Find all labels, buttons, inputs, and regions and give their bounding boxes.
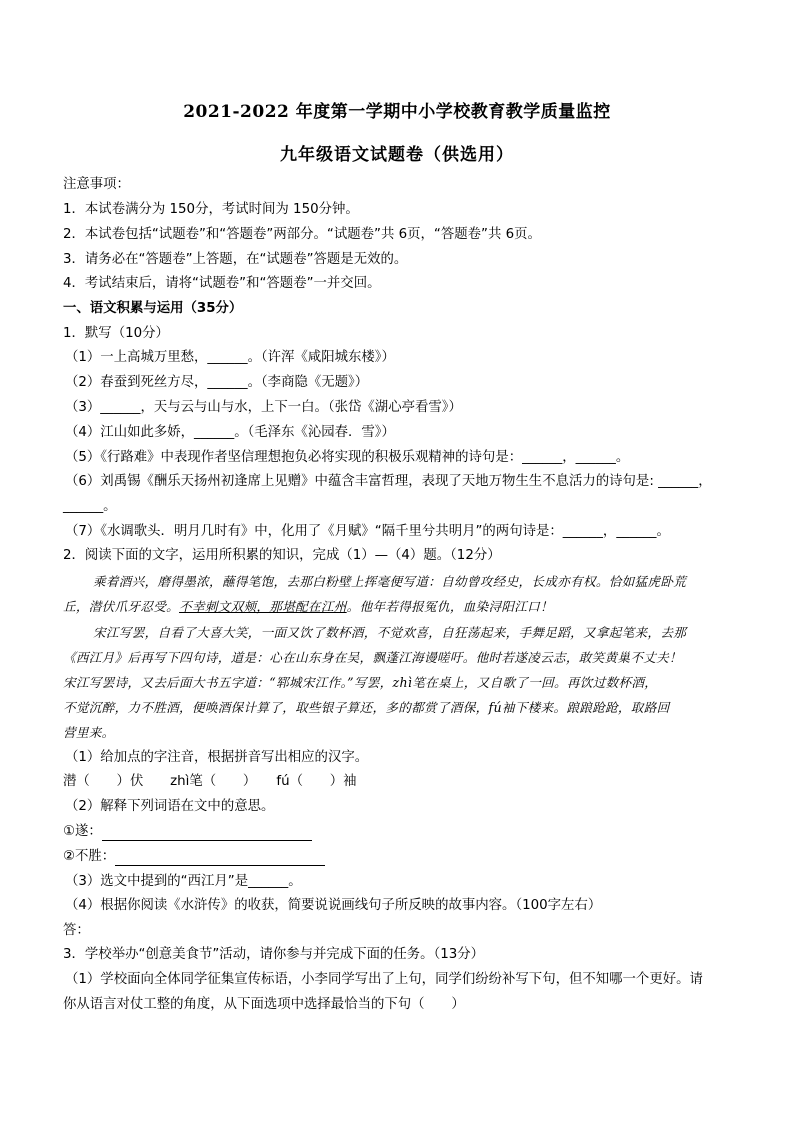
term-label: ①遂： [63,824,102,839]
question-item-continued: 你从语言对仗工整的角度，从下面选项中选择最恰当的下句（ ） [63,997,465,1012]
passage-text: 丘，潜伏爪牙忍受。 [63,599,180,614]
passage-line: 宋江写罢诗，又去后面大书五字道：“郓城宋江作。”写罢，zhì笔在桌上，又自歌了一回。再饮过数杯酒， [63,675,658,690]
term-label: ②不胜： [63,849,116,864]
note-item: 2．本试卷包括“试题卷”和“答题卷”两部分。“试题卷”共 6页，“答题卷”共 6页。 [63,227,541,242]
question-title: 3．学校举办“创意美食节”活动，请你参与并完成下面的任务。（13分） [63,947,485,962]
passage-line [63,598,730,616]
passage-line: 乘着酒兴，磨得墨浓，蘸得笔饱，去那白粉壁上挥毫便写道：自幼曾攻经史，长成亦有权。恰如猛虎卧荒 [93,574,687,589]
question-title: 1．默写（10分） [63,326,169,341]
passage-text: 。他年若得报冤仇，血染浔阳江口！ [346,599,553,614]
notes-heading: 注意事项： [63,177,130,192]
answer-row [63,848,325,866]
sub-question: （3）选文中提到的“西江月”是______。 [65,874,302,889]
exam-title: 2021-2022 年度第一学期中小学校教育教学质量监控 [183,102,611,122]
note-item: 1．本试卷满分为 150分，考试时间为 150分钟。 [63,202,359,217]
note-item: 3．请务必在“答题卷”上答题，在“试题卷”答题是无效的。 [63,252,408,267]
passage-line: 营里来。 [63,725,115,740]
exam-subtitle: 九年级语文试题卷（供选用） [280,145,514,165]
passage-line: 《西江月》后再写下四句诗，道是：心在山东身在吴，飘蓬江海谩嗟吁。他时若遂凌云志，敢笑黄巢不丈夫！ [63,650,682,665]
passage-line: 宋江写罢，自看了大喜大笑，一面又饮了数杯酒，不觉欢喜，自狂荡起来，手舞足蹈，又拿起笔来，去那 [93,625,687,640]
answer-row [63,823,312,841]
question-item: （7）《水调歌头．明月几时有》中，化用了《月赋》“隔千里兮共明月”的两句诗是：______，______。 [65,524,670,539]
sub-question: （4）根据你阅读《水浒传》的收获，简要说说画线句子所反映的故事内容。（100字左右） [65,898,602,913]
question-item: （5）《行路难》中表现作者坚信理想抱负必将实现的积极乐观精神的诗句是：______，______。 [65,450,630,465]
question-item: （3）______，天与云与山与水，上下一白。（张岱《湖心亭看雪》） [65,400,462,415]
question-item: （1）一上高城万里愁，______。（许浑《咸阳城东楼》） [65,350,395,365]
question-item: （2）春蚕到死丝方尽，______。（李商隐《无题》） [65,375,369,390]
question-item: （4）江山如此多娇，______。（毛泽东《沁园春．雪》） [65,425,395,440]
underlined-sentence: 不幸刺文双颊，那堪配在江州 [179,599,347,614]
note-item: 4．考试结束后，请将“试题卷”和“答题卷”一并交回。 [63,276,381,291]
question-item-continued: ______。 [63,499,117,514]
pinyin-blanks: 潜（ ）伏 zhì笔（ ） fú（ ）袖 [63,774,357,789]
question-title: 2．阅读下面的文字，运用所积累的知识，完成（1）—（4）题。（12分） [63,548,501,563]
question-item: （6）刘禹锡《酬乐天扬州初逢席上见赠》中蕴含丰富哲理，表现了天地万物生生不息活力的诗句是: ______， [65,474,712,489]
question-item: （1）学校面向全体同学征集宣传标语，小李同学写出了上句，同学们纷纷补写下句，但不知哪一个更好。请 [65,972,703,987]
passage-line: 不觉沉醉，力不胜酒，便唤酒保计算了，取些银子算还，多的都赏了酒保，fú袖下楼来。踉踉跄跄，取路回 [63,700,670,715]
answer-line[interactable] [102,826,312,841]
sub-question: （1）给加点的字注音，根据拼音写出相应的汉字。 [65,750,369,765]
section-heading: 一、语文积累与运用（35分） [63,301,243,316]
answer-label: 答： [63,923,90,938]
sub-question: （2）解释下列词语在文中的意思。 [65,799,275,814]
answer-line[interactable] [115,851,325,866]
